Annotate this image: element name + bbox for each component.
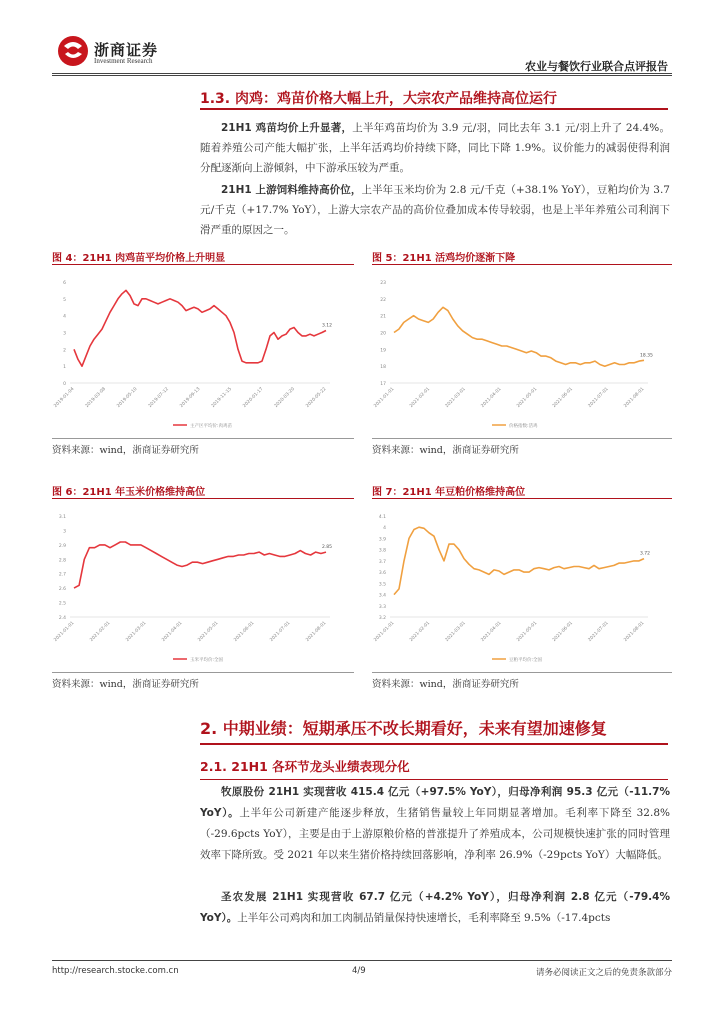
x-tick-label: 2021-04-01 bbox=[161, 620, 184, 643]
figure-7-source: 资料来源：wind，浙商证券研究所 bbox=[372, 679, 519, 690]
paragraph-lead: 21H1 上游饲料维持高价位， bbox=[221, 184, 362, 196]
x-tick-label: 2021-08-01 bbox=[305, 620, 328, 643]
y-tick-label: 4 bbox=[383, 526, 386, 532]
figure-6-chart bbox=[52, 504, 354, 669]
data-label: 3.72 bbox=[640, 551, 651, 557]
x-tick-label: 2021-01-01 bbox=[373, 620, 396, 643]
x-tick-label: 2021-05-01 bbox=[516, 386, 539, 409]
report-type: 农业与餐饮行业联合点评报告 bbox=[525, 60, 668, 73]
x-tick-label: 2019-11-15 bbox=[210, 386, 233, 409]
figure-4-rule bbox=[52, 264, 354, 265]
y-tick-label: 21 bbox=[380, 314, 386, 320]
x-tick-label: 2020-03-20 bbox=[273, 386, 296, 409]
x-tick-label: 2021-03-01 bbox=[444, 620, 467, 643]
y-tick-label: 3.8 bbox=[378, 548, 386, 554]
x-tick-label: 2020-05-22 bbox=[305, 386, 328, 409]
figure-6-source: 资料来源：wind，浙商证券研究所 bbox=[52, 679, 199, 690]
y-tick-label: 0 bbox=[63, 382, 66, 387]
figure-7-source-rule bbox=[372, 672, 672, 673]
section-title: 1.3. 肉鸡：鸡苗价格大幅上升，大宗农产品维持高位运行 bbox=[200, 91, 557, 107]
figure-5-title: 图 5：21H1 活鸡均价逐渐下降 bbox=[372, 253, 516, 264]
x-tick-label: 2021-07-01 bbox=[587, 386, 610, 409]
legend-label: 豆粕平均价:全国 bbox=[509, 658, 543, 663]
y-tick-label: 17 bbox=[380, 382, 386, 387]
figure-5-source-rule bbox=[372, 438, 672, 439]
y-tick-label: 2 bbox=[63, 348, 66, 354]
paragraph-body: 上半年公司鸡肉和加工肉制品销量保持快速增长，毛利率降至 9.5%（-17.4pcts bbox=[237, 912, 611, 924]
figure-5-rule bbox=[372, 264, 672, 265]
series-line bbox=[74, 290, 326, 366]
y-tick-label: 3 bbox=[63, 529, 66, 535]
company-logo bbox=[56, 34, 90, 68]
paragraph-chick-price bbox=[200, 118, 670, 178]
y-tick-label: 22 bbox=[380, 297, 386, 303]
x-tick-label: 2021-08-01 bbox=[623, 620, 646, 643]
x-tick-label: 2020-01-17 bbox=[242, 386, 265, 409]
x-tick-label: 2021-03-01 bbox=[444, 386, 467, 409]
data-label: 2.85 bbox=[322, 545, 333, 551]
figure-5-source: 资料来源：wind，浙商证券研究所 bbox=[372, 445, 519, 456]
x-tick-label: 2021-07-01 bbox=[587, 620, 610, 643]
header-rule bbox=[52, 73, 672, 74]
y-tick-label: 3.1 bbox=[58, 515, 66, 520]
figure-4-source-rule bbox=[52, 438, 354, 439]
y-tick-label: 3.4 bbox=[378, 593, 386, 599]
paragraph-feed-price bbox=[200, 180, 670, 240]
y-tick-label: 2.8 bbox=[58, 558, 66, 564]
footer-url[interactable]: http://research.stocke.com.cn bbox=[52, 966, 179, 976]
x-tick-label: 2021-06-01 bbox=[551, 620, 574, 643]
x-tick-label: 2021-05-01 bbox=[197, 620, 220, 643]
y-tick-label: 3.6 bbox=[378, 571, 386, 577]
paragraph-body: 上半年鸡苗均价为 3.9 元/羽，同比去年 3.1 元/羽上升了 24.4%。随着养殖公司产能大幅扩张，上半年活鸡均价持续下降，同比下降 1.9%。议价能力的减弱使得利润分配逐渐向上游倾斜，中下游承压较为严重。 bbox=[200, 122, 670, 174]
y-tick-label: 2.5 bbox=[58, 601, 66, 607]
paragraph-body: 上半年玉米均价为 2.8 元/千克（+38.1% YoY），豆粕均价为 3.7 元/千克（+17.7% YoY），上游大宗农产品的高价位叠加成本传导较弱，也是上半年养殖公司利润下滑严重的原因之一。 bbox=[200, 184, 670, 236]
y-tick-label: 20 bbox=[380, 331, 386, 337]
y-tick-label: 3.2 bbox=[378, 616, 386, 621]
y-tick-label: 3 bbox=[63, 331, 66, 337]
series-line bbox=[394, 307, 644, 366]
x-tick-label: 2021-02-01 bbox=[409, 386, 432, 409]
y-tick-label: 2.9 bbox=[58, 543, 66, 549]
x-tick-label: 2019-03-08 bbox=[84, 386, 107, 409]
figure-6-rule bbox=[52, 498, 354, 499]
logo-english-name: Investment Research bbox=[94, 57, 153, 65]
x-tick-label: 2019-05-10 bbox=[116, 386, 139, 409]
legend-label: 价格指数:活鸡 bbox=[509, 424, 538, 429]
x-tick-label: 2019-01-04 bbox=[53, 386, 76, 409]
paragraph-lead: 21H1 鸡苗均价上升显著， bbox=[221, 122, 353, 134]
series-line bbox=[74, 542, 326, 588]
y-tick-label: 2.7 bbox=[58, 572, 66, 578]
x-tick-label: 2021-04-01 bbox=[480, 386, 503, 409]
series-line bbox=[394, 527, 644, 594]
figure-7-chart bbox=[372, 504, 672, 669]
x-tick-label: 2021-02-01 bbox=[409, 620, 432, 643]
y-tick-label: 3.5 bbox=[378, 582, 386, 588]
legend-label: 玉米平均价:全国 bbox=[190, 658, 224, 663]
section-heading-1-3 bbox=[200, 88, 557, 108]
y-tick-label: 4.1 bbox=[378, 515, 386, 520]
x-tick-label: 2021-08-01 bbox=[623, 386, 646, 409]
data-label: 18.35 bbox=[640, 353, 653, 359]
x-tick-label: 2021-03-01 bbox=[125, 620, 148, 643]
y-tick-label: 2.6 bbox=[58, 587, 66, 593]
y-tick-label: 2.4 bbox=[58, 616, 66, 621]
footer-rule bbox=[52, 960, 672, 961]
header-rule-2 bbox=[52, 75, 672, 76]
y-tick-label: 23 bbox=[380, 281, 386, 286]
paragraph-muyuan bbox=[200, 782, 670, 866]
y-tick-label: 19 bbox=[380, 348, 386, 354]
figure-4-chart bbox=[52, 270, 354, 435]
legend-label: 主产区平均价:肉鸡苗 bbox=[190, 424, 233, 429]
paragraph-sunner bbox=[200, 887, 670, 929]
y-tick-label: 18 bbox=[380, 365, 386, 371]
figure-6-source-rule bbox=[52, 672, 354, 673]
section-underline bbox=[200, 108, 668, 110]
section-2-title: 2. 中期业绩：短期承压不改长期看好，未来有望加速修复 bbox=[200, 719, 607, 738]
figure-4-title: 图 4：21H1 肉鸡苗平均价格上升明显 bbox=[52, 253, 226, 264]
x-tick-label: 2021-04-01 bbox=[480, 620, 503, 643]
paragraph-lead: 圣农发展 21H1 实现营收 67.7 亿元（+4.2% YoY），归母净利润 2.8 亿元（-79.4% YoY）。 bbox=[200, 891, 670, 924]
footer-disclaimer: 请务必阅读正文之后的免责条款部分 bbox=[535, 968, 672, 978]
x-tick-label: 2019-07-12 bbox=[147, 386, 170, 409]
x-tick-label: 2021-06-01 bbox=[233, 620, 256, 643]
figure-7-title: 图 7：21H1 年豆粕价格维持高位 bbox=[372, 487, 526, 498]
figure-7-rule bbox=[372, 498, 672, 499]
x-tick-label: 2021-05-01 bbox=[516, 620, 539, 643]
x-tick-label: 2021-02-01 bbox=[89, 620, 112, 643]
y-tick-label: 3.7 bbox=[378, 559, 386, 565]
section-2-underline bbox=[200, 743, 668, 745]
y-tick-label: 5 bbox=[63, 297, 66, 303]
section-2-1-title: 2.1. 21H1 各环节龙头业绩表现分化 bbox=[200, 759, 410, 774]
y-tick-label: 3.9 bbox=[378, 537, 386, 543]
x-tick-label: 2021-01-01 bbox=[53, 620, 76, 643]
y-tick-label: 3.3 bbox=[378, 604, 386, 610]
x-tick-label: 2021-06-01 bbox=[551, 386, 574, 409]
figure-6-title: 图 6：21H1 年玉米价格维持高位 bbox=[52, 487, 206, 498]
data-label: 3.12 bbox=[322, 323, 333, 329]
y-tick-label: 1 bbox=[63, 365, 66, 371]
paragraph-lead: 牧原股份 21H1 实现营收 415.4 亿元（+97.5% YoY），归母净利润 95.3 亿元（-11.7% YoY）。 bbox=[200, 786, 670, 819]
page-number: 4/9 bbox=[352, 966, 366, 976]
figure-5-chart bbox=[372, 270, 672, 435]
figure-4-source: 资料来源：wind，浙商证券研究所 bbox=[52, 445, 199, 456]
y-tick-label: 4 bbox=[63, 314, 66, 320]
logo-company-name: 浙商证券 bbox=[94, 41, 159, 59]
x-tick-label: 2021-01-01 bbox=[373, 386, 396, 409]
y-tick-label: 6 bbox=[63, 281, 66, 286]
paragraph-body: 上半年公司新建产能逐步释放，生猪销售量较上年同期显著增加。毛利率下降至 32.8%（-29.6pcts YoY），主要是由于上游原粮价格的普涨提升了养殖成本，公司规模快速扩张的同时管理效率下降所致。受 2021 年以来生猪价格持续回落影响，净利率 26.9%（-29pcts YoY）大幅降低。 bbox=[200, 807, 670, 861]
section-2-1-underline bbox=[200, 779, 668, 780]
x-tick-label: 2019-09-13 bbox=[179, 386, 202, 409]
x-tick-label: 2021-07-01 bbox=[269, 620, 292, 643]
